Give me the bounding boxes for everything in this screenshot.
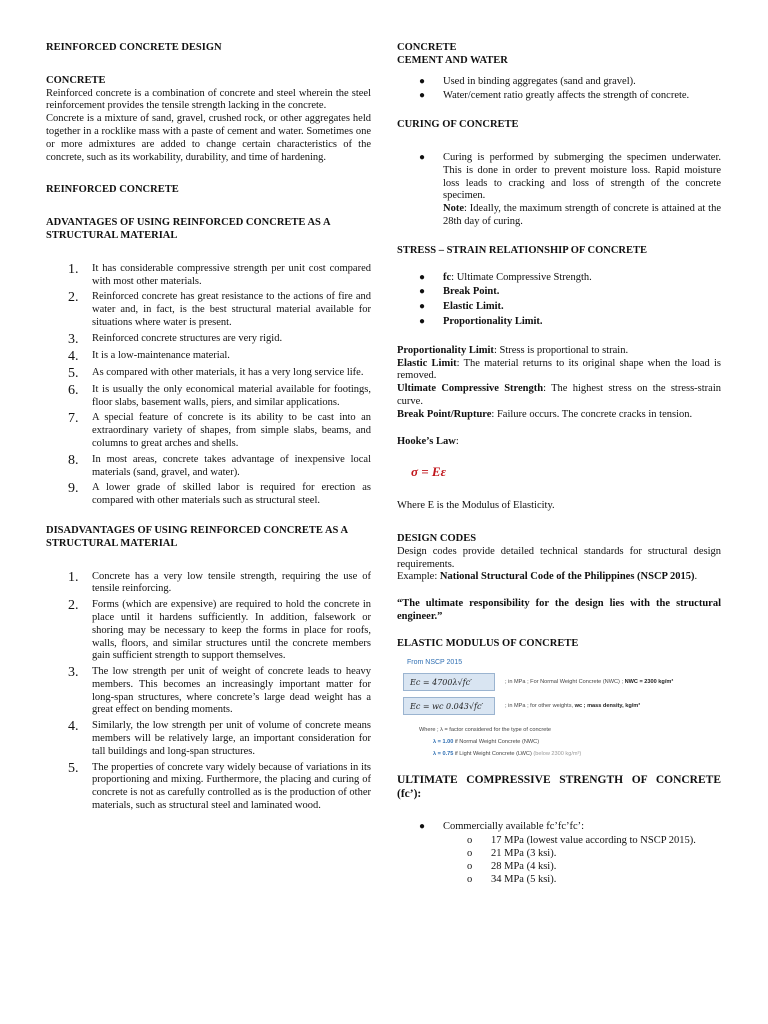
hookes-law-formula: σ = Eε: [411, 464, 446, 480]
bullet-icon: ●: [419, 301, 426, 313]
sub-list-item: o 21 MPa (3 ksi).: [467, 848, 557, 860]
lambda-nwc: λ = 1.00 if Normal Weight Concrete (NWC): [433, 738, 540, 745]
document-title: REINFORCED CONCRETE DESIGN: [46, 42, 222, 53]
lambda-lwc: λ = 0.75 if Light Weight Concrete (LWC) (below 2300 kg/m³): [433, 750, 582, 757]
list-item: [397, 152, 721, 229]
disadvantage-item: 2. Forms (which are expensive) are required to hold the concrete in place until it hardens sufficiently. In addition, falsework or shoring may be necessary to keep the forms in place for roofs, walls, floors, and similar structures until the concrete members gain sufficient strength to support themselves.: [68, 598, 371, 662]
advantage-item: 5. As compared with other materials, it has a very long service life.: [68, 365, 364, 381]
bullet-icon: ●: [419, 90, 426, 102]
bullet-icon: ●: [419, 315, 426, 327]
concrete-paragraph-1: Reinforced concrete is a combination of concrete and steel wherein the steel reinforcement provides the tensile strength lacking in the concrete.: [46, 87, 371, 112]
concrete-heading-right: CONCRETE: [397, 42, 457, 53]
list-item: ● fc: Ultimate Compressive Strength.: [397, 272, 721, 285]
disadvantage-item: 3. The low strength per unit of weight of concrete leads to heavy members. This becomes an increasingly important matter for long-span structures, where concrete’s large dead weight has a great effect on bending moments.: [68, 665, 371, 716]
advantage-item: 4. It is a low-maintenance material.: [68, 348, 230, 364]
definition: Break Point/Rupture: Failure occurs. The concrete cracks in tension.: [397, 408, 693, 420]
bullet-icon: ●: [419, 271, 426, 283]
curing-text: Curing is performed by submerging the specimen underwater. This is done in order to prevent moisture loss. Rapid moisture loss leads to cracking and loss of strength of the concrete specimen.: [443, 151, 721, 202]
circle-bullet-icon: o: [467, 860, 473, 872]
advantage-item: 8. In most areas, concrete takes advantage of inexpensive local materials (sand, gravel, and water).: [68, 452, 371, 478]
concrete-heading: CONCRETE: [46, 74, 106, 86]
list-item: ● Elastic Limit.: [397, 301, 721, 314]
figure-title: From NSCP 2015: [407, 658, 463, 666]
equation-note-other: ; in MPa ; for other weights, wc ; mass density, kg/m³: [505, 702, 641, 709]
sub-list-item: o 34 MPa (5 ksi).: [467, 873, 557, 885]
advantage-item: 6. It is usually the only economical material available for footings, floor slabs, basement walls, piers, and similar applications.: [68, 382, 371, 408]
bullet-icon: ●: [419, 286, 426, 298]
design-codes-heading: DESIGN CODES: [397, 532, 477, 544]
stress-list: [397, 272, 721, 329]
disadvantage-item: 5. The properties of concrete vary widely because of variations in its proportioning and mixing. Furthermore, the placing and curing of concrete is not as carefully controlled as is the production of other materials, such as structural steel and laminated wood.: [68, 760, 371, 812]
curing-note-label: Note: [443, 203, 464, 215]
sub-list-item: o 17 MPa (lowest value according to NSCP 2015).: [467, 835, 696, 847]
advantage-item: 7. A special feature of concrete is its ability to be cast into an extraordinary variety of shapes, from simple slabs, beams, and columns to great arches and shells.: [68, 411, 371, 449]
design-codes-text: Design codes provide detailed technical standards for structural design requirements.: [397, 545, 721, 570]
definition: Ultimate Compressive Strength: The highest stress on the stress-strain curve.: [397, 383, 722, 407]
bullet-icon: ●: [419, 75, 426, 87]
advantage-item: 3. Reinforced concrete structures are very rigid.: [68, 331, 283, 347]
equation-box-nwc: Ec = 4700λ√fc′: [403, 673, 495, 691]
cement-water-heading: CEMENT AND WATER: [397, 54, 508, 66]
disadvantages-list: [46, 571, 371, 813]
disadvantage-item: 4. Similarly, the low strength per unit of volume of concrete means members will be relatively large, an important consideration for tall buildings and long-span structures.: [68, 719, 371, 757]
right-column: [397, 42, 721, 887]
sub-list-item: o 28 MPa (4 ksi).: [467, 860, 557, 872]
advantages-list: [46, 263, 371, 508]
left-column: [46, 42, 371, 816]
ucs-heading: ULTIMATE COMPRESSIVE STRENGTH OF CONCRETE (fc’):: [397, 773, 721, 800]
definition: Proportionality Limit: Stress is proportional to strain.: [397, 344, 629, 356]
hookes-law-label: Hooke’s Law:: [397, 435, 459, 447]
reinforced-concrete-heading: REINFORCED CONCRETE: [46, 184, 179, 196]
circle-bullet-icon: o: [467, 873, 473, 885]
bullet-icon: ●: [419, 151, 426, 163]
design-codes-example: Example: National Structural Code of the Philippines (NSCP 2015).: [397, 571, 698, 583]
responsibility-quote: “The ultimate responsibility for the design lies with the structural engineer.”: [397, 598, 721, 622]
cement-list: [397, 76, 721, 104]
list-item: ● Water/cement ratio greatly affects the strength of concrete.: [397, 90, 721, 103]
hookes-law-where: Where E is the Modulus of Elasticity.: [397, 500, 555, 512]
circle-bullet-icon: o: [467, 835, 473, 847]
equation-box-other: Ec = wc 0.043√fc′: [403, 697, 495, 715]
bullet-icon: ●: [419, 820, 426, 832]
circle-bullet-icon: o: [467, 848, 473, 860]
definition: Elastic Limit: The material returns to its original shape when the load is removed.: [397, 357, 721, 382]
disadvantages-heading: DISADVANTAGES OF USING REINFORCED CONCRETE AS A STRUCTURAL MATERIAL: [46, 524, 348, 549]
curing-list: [397, 152, 721, 229]
list-item: ● Used in binding aggregates (sand and gravel).: [397, 76, 721, 89]
ucs-sublist: [397, 835, 721, 886]
disadvantage-item: 1. Concrete has a very low tensile strength, requiring the use of tensile reinforcing.: [68, 569, 371, 595]
equation-note-nwc: ; in MPa ; For Normal Weight Concrete (NWC) ; NWC = 2300 kg/m³: [505, 678, 674, 685]
curing-heading: CURING OF CONCRETE: [397, 119, 519, 131]
list-item: ● Proportionality Limit.: [397, 316, 721, 329]
list-item: ● Commercially available fc’fc’fc’:: [397, 821, 721, 834]
list-item: ● Break Point.: [397, 286, 721, 299]
figure-where: Where ; λ = factor considered for the type of concrete: [419, 726, 551, 733]
advantage-item: 1. It has considerable compressive strength per unit cost compared with most other materials.: [68, 261, 371, 287]
advantages-heading: ADVANTAGES OF USING REINFORCED CONCRETE AS A STRUCTURAL MATERIAL: [46, 217, 330, 241]
ucs-list: [397, 821, 721, 834]
nscp-modulus-figure: [401, 659, 701, 759]
advantage-item: 9. A lower grade of skilled labor is required for erection as compared with other materials such as structural steel.: [68, 481, 371, 507]
elastic-modulus-heading: ELASTIC MODULUS OF CONCRETE: [397, 637, 579, 649]
curing-note: : Ideally, the maximum strength of concrete is attained at the 28th day of curing.: [443, 203, 721, 227]
stress-strain-heading: STRESS – STRAIN RELATIONSHIP OF CONCRETE: [397, 244, 648, 256]
advantage-item: 2. Reinforced concrete has great resistance to the actions of fire and water and, in fact, is the best structural material available for situations where water is present.: [68, 290, 371, 328]
concrete-paragraph-2: Concrete is a mixture of sand, gravel, crushed rock, or other aggregates held together in a rocklike mass with a paste of cement and water. Sometimes one or more admixtures are added to change certain characteristics of the concrete, such as its workability, durability, and time of hardening.: [46, 113, 371, 163]
